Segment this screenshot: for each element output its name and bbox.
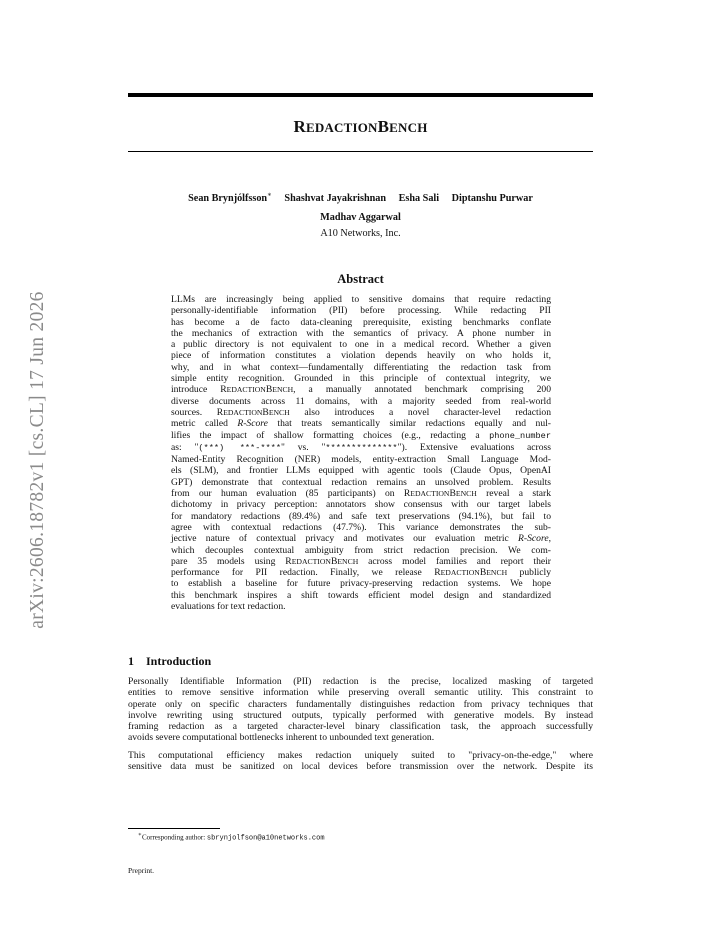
abstract-heading: Abstract: [337, 272, 384, 286]
text-line: This computational efficiency makes redaction uniquely suited to "privacy-on-the-edge," where: [128, 750, 593, 761]
text-line: a public directory is not equivalent to one in a medical record. Whether a given: [171, 339, 551, 351]
text-line: evaluations for text redaction.: [171, 601, 286, 613]
text-line: piece of information constitutes a violation depends heavily on who holds it,: [171, 350, 551, 362]
text-line: which decouples contextual ambiguity from strict redaction precision. We com-: [171, 544, 551, 556]
author-name: Sean Brynjólfsson∗: [188, 191, 272, 205]
text-line: els (SLM), and frontier LLMs equipped with agentic tools (Claude Opus, OpenAI: [171, 465, 551, 477]
text-line: operate only on specific characters fundamentally distinguishes redaction from privacy techniques that: [128, 698, 593, 710]
footer-preprint: Preprint.: [128, 866, 155, 875]
text-line: lifies the impact of shallow formatting choices (e.g., redacting a phone_number: [171, 429, 551, 441]
text-line: LLMs are increasingly being applied to sensitive domains that require redacting: [171, 294, 551, 305]
intro-paragraph: [128, 676, 593, 744]
footnote: ∗Corresponding author: sbrynjolfson@a10networks.com: [138, 832, 325, 843]
text-line: Named-Entity Recognition (NER) models, entity-extraction Small Language Mod-: [171, 454, 551, 466]
author-name: Shashvat Jayakrishnan: [284, 193, 387, 205]
paper-title: REDACTIONBENCH: [293, 117, 428, 136]
text-line: avoids severe computational bottlenecks inherent to unbounded text generation.: [128, 732, 435, 744]
text-line: entities to remove sensitive information while preserving overall semantic utility. This constraint to: [128, 687, 593, 699]
text-line: dichotomy in privacy perception: annotators show consensus with our target labels: [171, 499, 551, 511]
text-line: performance for PII redaction. Finally, we release REDACTIONBENCH publicly: [171, 567, 551, 579]
title-bottom-rule: [128, 151, 593, 152]
text-line: Personally Identifiable Information (PII) redaction is the precise, localized masking of targeted: [128, 676, 593, 687]
text-line: metric called R-Score that treats semantically similar redactions equally and nul-: [171, 418, 551, 430]
text-line: sources. REDACTIONBENCH also introduces a novel character-level redaction: [171, 406, 551, 418]
text-line: why, and in what context—fundamentally differentiating the redaction task from: [171, 361, 551, 373]
text-line: simple entity recognition. Grounded in this principle of contextual integrity, we: [171, 373, 551, 385]
text-line: introduce REDACTIONBENCH, a manually annotated benchmark comprising 200: [171, 384, 552, 396]
section-heading: 1 Introduction: [128, 654, 212, 668]
author-name: Madhav Aggarwal: [320, 212, 401, 224]
text-line: sensitive data must be sanitized on local devices before transmission over the network. Despite its: [128, 761, 593, 773]
title-top-rule: [128, 93, 593, 97]
text-line: this benchmark inspires a shift towards efficient model design and standardized: [171, 589, 551, 601]
arxiv-watermark: arXiv:2606.18782v1 [cs.CL] 17 Jun 2026: [27, 291, 48, 629]
author-list: [128, 186, 593, 227]
text-line: jective nature of contextual privacy and motivates our evaluation metric R-Score,: [171, 533, 551, 545]
affiliation: A10 Networks, Inc.: [320, 228, 401, 239]
text-line: the mechanics of extraction with the semantics of privacy. A phone number in: [171, 327, 551, 339]
text-line: agree with contextual redactions (47.7%). This variance demonstrates the sub-: [171, 521, 551, 533]
text-line: framing redaction as a targeted character-level binary classification task, the approach successfully: [128, 721, 593, 733]
text-line: for mandatory redactions (89.4%) and safe text preservations (94.1%), but fail to: [171, 510, 551, 522]
text-line: from our human evaluation (85 participants) on REDACTIONBENCH reveal a stark: [171, 488, 551, 500]
footnote-rule: [128, 828, 220, 829]
text-line: pare 35 models using REDACTIONBENCH across model families and report their: [171, 555, 551, 567]
text-line: to establish a baseline for future privacy-preserving redaction systems. We hope: [171, 578, 551, 590]
text-line: personally-identifiable information (PII) before processing. While redacting PII: [171, 305, 551, 317]
text-line: has become a de facto data-cleaning prerequisite, existing benchmarks conflate: [171, 316, 551, 328]
abstract-body: [171, 294, 551, 612]
intro-paragraph: [128, 750, 593, 773]
text-line: GPT) demonstrate that contextual redaction remains an unsolved problem. Results: [171, 476, 551, 488]
author-name: Esha Sali: [398, 193, 440, 205]
text-line: diverse documents across 11 domains, with a majority seeded from real-world: [171, 395, 551, 407]
author-name: Diptanshu Purwar: [451, 193, 533, 205]
text-line: involve rewriting using structured outputs, typically performed with generative models. By instead: [128, 709, 593, 721]
text-line: as: "(***) ***-****" vs. "**************"). Extensive evaluations across: [171, 441, 551, 453]
